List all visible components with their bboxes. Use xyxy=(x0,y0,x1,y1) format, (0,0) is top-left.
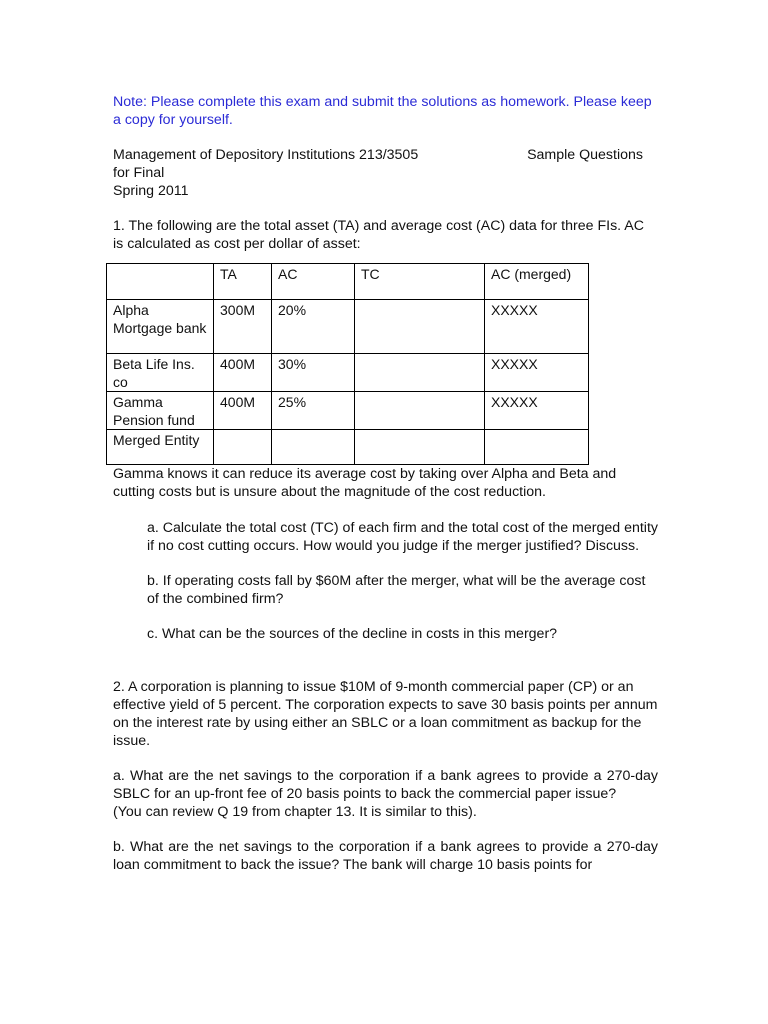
q1-context: Gamma knows it can reduce its average cost by taking over Alpha and Beta and cutting costs but is unsure about the magnitude of the cost reduction. xyxy=(113,466,617,500)
table-header-cell: TC xyxy=(355,264,485,300)
table-cell: Alpha Mortgage bank xyxy=(107,300,214,354)
document-page xyxy=(113,93,658,874)
table-cell: 300M xyxy=(214,300,272,354)
q2-part-b: b. What are the net savings to the corporation if a bank agrees to provide a 270-day loan commitment to back the issue? The bank will charge 10 basis points for xyxy=(113,839,658,873)
table-row xyxy=(107,354,589,392)
q2-part-a-note: (You can review Q 19 from chapter 13. It is similar to this). xyxy=(113,804,477,820)
table-header-cell xyxy=(107,264,214,300)
q1-intro: 1. The following are the total asset (TA) and average cost (AC) data for three FIs. AC is calculated as cost per dollar of asset: xyxy=(113,218,644,252)
table-cell: XXXXX xyxy=(485,354,589,392)
table-cell: XXXXX xyxy=(485,392,589,430)
table-header-cell: TA xyxy=(214,264,272,300)
q2-part-a: a. What are the net savings to the corporation if a bank agrees to provide a 270-day SBLC for an up-front fee of 20 basis points to back the commercial paper issue? xyxy=(113,768,658,802)
q1-part-b: b. If operating costs fall by $60M after the merger, what will be the average cost of the combined firm? xyxy=(147,573,646,607)
q1-part-c: c. What can be the sources of the decline in costs in this merger? xyxy=(147,626,558,642)
table-row xyxy=(107,430,589,465)
table-cell: Gamma Pension fund xyxy=(107,392,214,430)
table-cell: 400M xyxy=(214,354,272,392)
table-row xyxy=(107,392,589,430)
table-header-row xyxy=(107,264,589,300)
table-cell xyxy=(355,430,485,465)
term-label: Spring 2011 xyxy=(113,183,189,199)
table-cell: 20% xyxy=(272,300,355,354)
table-header-cell: AC (merged) xyxy=(485,264,589,300)
q1-part-a: a. Calculate the total cost (TC) of each firm and the total cost of the merged entity if no cost cutting occurs. How would you judge if the merger justified? Discuss. xyxy=(147,520,658,554)
homework-note: Note: Please complete this exam and submit the solutions as homework. Please keep a copy for yourself. xyxy=(113,94,652,128)
course-title: Management of Depository Institutions 213/3505 xyxy=(113,147,419,163)
fi-cost-table xyxy=(106,263,589,465)
table-cell xyxy=(214,430,272,465)
table-header-cell: AC xyxy=(272,264,355,300)
for-final-label: for Final xyxy=(113,165,165,181)
table-cell xyxy=(485,430,589,465)
table-cell: Beta Life Ins. co xyxy=(107,354,214,392)
table-cell xyxy=(355,354,485,392)
table-cell: 25% xyxy=(272,392,355,430)
table-cell: XXXXX xyxy=(485,300,589,354)
q2-intro: 2. A corporation is planning to issue $10M of 9-month commercial paper (CP) or an effective yield of 5 percent. The corporation expects to save 30 basis points per annum on the interest rate by using either an SBLC or a loan commitment as backup for the issue. xyxy=(113,679,658,749)
table-cell: Merged Entity xyxy=(107,430,214,465)
table-cell xyxy=(355,392,485,430)
table-cell xyxy=(355,300,485,354)
table-cell xyxy=(272,430,355,465)
table-cell: 30% xyxy=(272,354,355,392)
table-row xyxy=(107,300,589,354)
course-header xyxy=(113,146,658,200)
table-cell: 400M xyxy=(214,392,272,430)
sample-questions-label: Sample Questions xyxy=(527,147,643,163)
